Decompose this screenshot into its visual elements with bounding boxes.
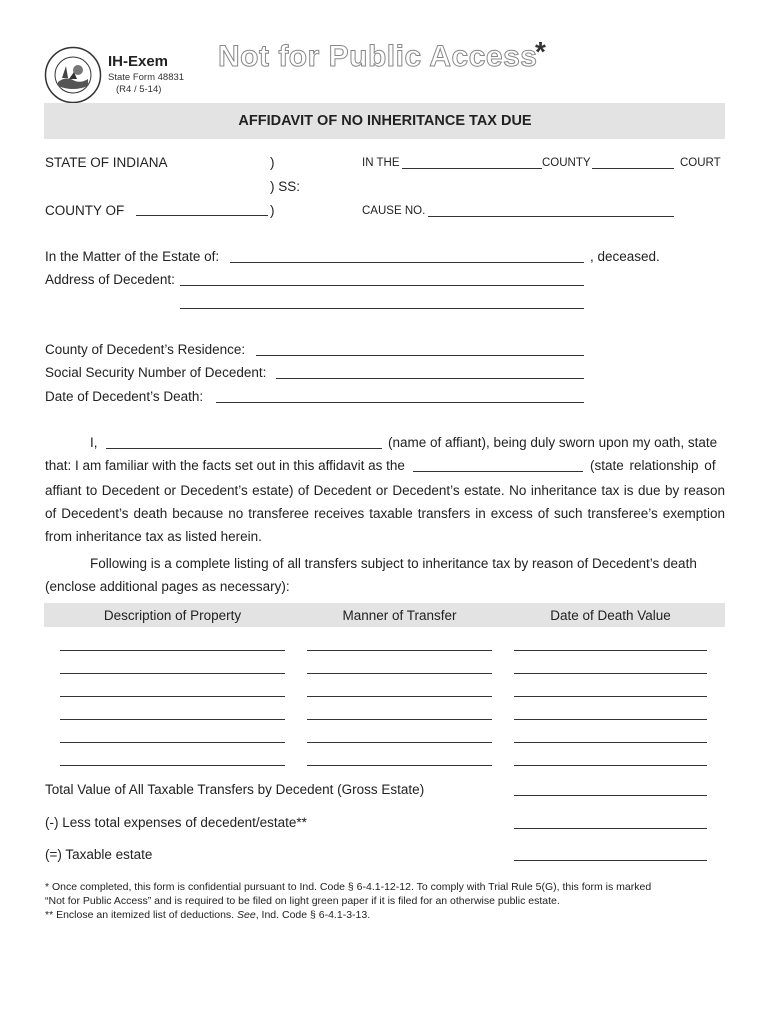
manner-field-6[interactable] [307, 765, 492, 766]
court-name-field[interactable] [402, 168, 542, 169]
following-line-1: Following is a complete listing of all transfers subject to inheritance tax by reason of Decedent’s death [90, 556, 697, 571]
in-the-label: IN THE [362, 157, 400, 169]
column-manner: Manner of Transfer [342, 608, 457, 623]
footnote-2-see: See [237, 909, 256, 921]
address-field-1[interactable] [180, 285, 584, 286]
gross-estate-label: Total Value of All Taxable Transfers by Decedent (Gross Estate) [45, 782, 425, 797]
affiant-i-label: I, [90, 435, 98, 450]
value-field-6[interactable] [514, 765, 707, 766]
ssn-field[interactable] [276, 378, 584, 379]
ssn-label: Social Security Number of Decedent: [45, 365, 267, 380]
address-field-2[interactable] [180, 308, 584, 309]
taxable-estate-label: (=) Taxable estate [45, 847, 153, 862]
manner-field-4[interactable] [307, 719, 492, 720]
description-field-2[interactable] [60, 673, 285, 674]
affiant-name-note: (name of affiant), being duly sworn upon my oath, state [388, 435, 718, 450]
relationship-field[interactable] [413, 471, 583, 472]
cause-no-field[interactable] [428, 216, 674, 217]
headline-asterisk: * [535, 36, 546, 67]
form-title: AFFIDAVIT OF NO INHERITANCE TAX DUE [238, 113, 532, 129]
affiant-line-5: from inheritance tax as listed herein. [45, 529, 262, 544]
affiant-name-field[interactable] [106, 448, 382, 449]
manner-field-3[interactable] [307, 696, 492, 697]
value-field-5[interactable] [514, 742, 707, 743]
footnote-1-line-2: “Not for Public Access” and is required to be filed on light green paper if it is filed for an otherwise public estate. [45, 895, 560, 907]
court-county-field[interactable] [592, 168, 674, 169]
caption-ss: ) SS: [270, 179, 301, 194]
description-field-1[interactable] [60, 650, 285, 651]
manner-field-1[interactable] [307, 650, 492, 651]
not-for-public-access-heading: Not for Public Access [218, 40, 538, 73]
less-expenses-field[interactable] [514, 828, 707, 829]
county-of-field[interactable] [136, 215, 268, 216]
address-label: Address of Decedent: [45, 272, 175, 287]
column-value: Date of Death Value [550, 608, 671, 623]
estate-of-label: In the Matter of the Estate of: [45, 249, 220, 264]
state-seal-icon [44, 46, 102, 104]
state-form-number: State Form 48831 [108, 72, 185, 83]
manner-field-5[interactable] [307, 742, 492, 743]
description-field-5[interactable] [60, 742, 285, 743]
county-residence-field[interactable] [256, 355, 584, 356]
county-label: COUNTY [542, 157, 591, 169]
cause-no-label: CAUSE NO. [362, 205, 426, 217]
form-code: IH-Exem [108, 53, 169, 70]
footnote-2 [45, 908, 370, 922]
county-residence-label: County of Decedent’s Residence: [45, 342, 246, 357]
estate-name-field[interactable] [230, 262, 584, 263]
following-line-2: (enclose additional pages as necessary): [45, 579, 290, 594]
state-label: STATE OF INDIANA [45, 155, 168, 170]
caption-paren-3: ) [270, 203, 275, 218]
manner-field-2[interactable] [307, 673, 492, 674]
gross-estate-field[interactable] [514, 795, 707, 796]
death-date-field[interactable] [216, 402, 584, 403]
affiant-line-2: that: I am familiar with the facts set out in this affidavit as the [45, 458, 405, 473]
footnote-2-text: ** Enclose an itemized list of deductions. [45, 909, 238, 921]
court-label: COURT [680, 157, 721, 169]
description-field-6[interactable] [60, 765, 285, 766]
footnote-2-cite: , Ind. Code § 6-4.1-3-13. [255, 909, 371, 921]
affiant-line-3: affiant to Decedent or Decedent’s estate) of Decedent or Decedent’s estate. No inheritance tax is due by reason [45, 483, 725, 498]
value-field-1[interactable] [514, 650, 707, 651]
affiant-line-2-end: (state relationship of [590, 458, 716, 473]
affiant-line-4: of Decedent’s death because no transferee receives taxable transfers in excess of such transferee’s exemption [45, 506, 725, 521]
value-field-2[interactable] [514, 673, 707, 674]
value-field-3[interactable] [514, 696, 707, 697]
death-date-label: Date of Decedent’s Death: [45, 389, 204, 404]
footnote-1-line-1: * Once completed, this form is confidential pursuant to Ind. Code § 6-4.1-12-12. To comply with Trial Rule 5(G), this form is marked [45, 881, 652, 893]
description-field-4[interactable] [60, 719, 285, 720]
column-description: Description of Property [103, 608, 242, 623]
less-expenses-label: (-) Less total expenses of decedent/estate** [45, 815, 307, 830]
value-field-4[interactable] [514, 719, 707, 720]
caption-paren-1: ) [270, 155, 275, 170]
description-field-3[interactable] [60, 696, 285, 697]
form-revision: (R4 / 5-14) [116, 84, 162, 95]
deceased-label: , deceased. [590, 249, 660, 264]
county-of-label: COUNTY OF [45, 203, 125, 218]
taxable-estate-field[interactable] [514, 860, 707, 861]
